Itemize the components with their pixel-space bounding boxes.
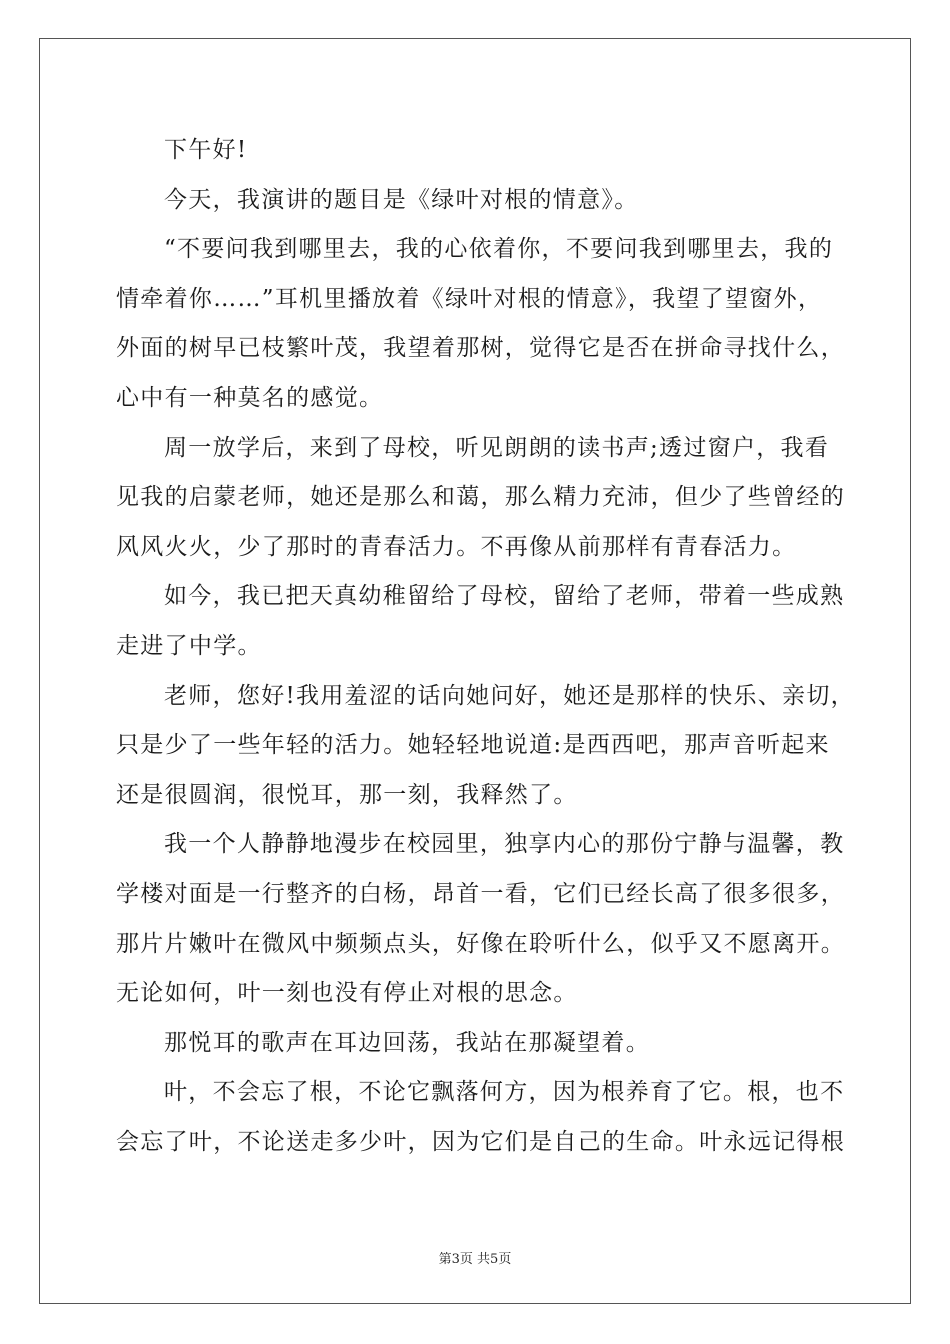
text-line: 只是少了一些年轻的活力。她轻轻地说道:是西西吧，那声音听起来	[116, 732, 830, 759]
text-line: 学楼对面是一行整齐的白杨，昂首一看，它们已经长高了很多很多，	[116, 880, 845, 907]
page-number-footer: 第3页 共5页	[438, 1252, 512, 1267]
document-body	[116, 126, 855, 1167]
text-line: 那悦耳的歌声在耳边回荡，我站在那凝望着。	[164, 1029, 650, 1056]
text-line: 情牵着你……”耳机里播放着《绿叶对根的情意》，我望了望窗外，	[116, 285, 823, 312]
text-line: 今天，我演讲的题目是《绿叶对根的情意》。	[164, 186, 639, 213]
text-line: 如今，我已把天真幼稚留给了母校，留给了老师，带着一些成熟	[164, 583, 845, 610]
text-line: 叶，不会忘了根，不论它飘落何方，因为根养育了它。根，也不	[164, 1079, 845, 1106]
text-line: 走进了中学。	[116, 632, 262, 659]
text-line: 我一个人静静地漫步在校园里，独享内心的那份宁静与温馨，教	[164, 831, 845, 858]
text-line: 会忘了叶，不论送走多少叶，因为它们是自己的生命。叶永远记得根	[116, 1128, 845, 1155]
text-line: 无论如何，叶一刻也没有停止对根的思念。	[116, 980, 578, 1007]
text-line: 风风火火，少了那时的青春活力。不再像从前那样有青春活力。	[116, 533, 797, 560]
text-line: 外面的树早已枝繁叶茂，我望着那树，觉得它是否在拼命寻找什么，	[116, 335, 845, 362]
text-line: 心中有一种莫名的感觉。	[116, 384, 384, 411]
text-line: 周一放学后，来到了母校，听见朗朗的读书声;透过窗户，我看	[164, 434, 830, 461]
text-line: 见我的启蒙老师，她还是那么和蔼，那么精力充沛，但少了些曾经的	[116, 484, 845, 511]
text-line: 下午好!	[164, 137, 248, 163]
text-line: “不要问我到哪里去，我的心依着你，不要问我到哪里去，我的	[164, 236, 834, 263]
text-line: 老师，您好!我用羞涩的话向她问好，她还是那样的快乐、亲切，	[164, 682, 855, 709]
text-line: 还是很圆润，很悦耳，那一刻，我释然了。	[116, 781, 578, 808]
text-line: 那片片嫩叶在微风中频频点头，好像在聆听什么，似乎又不愿离开。	[116, 930, 845, 957]
